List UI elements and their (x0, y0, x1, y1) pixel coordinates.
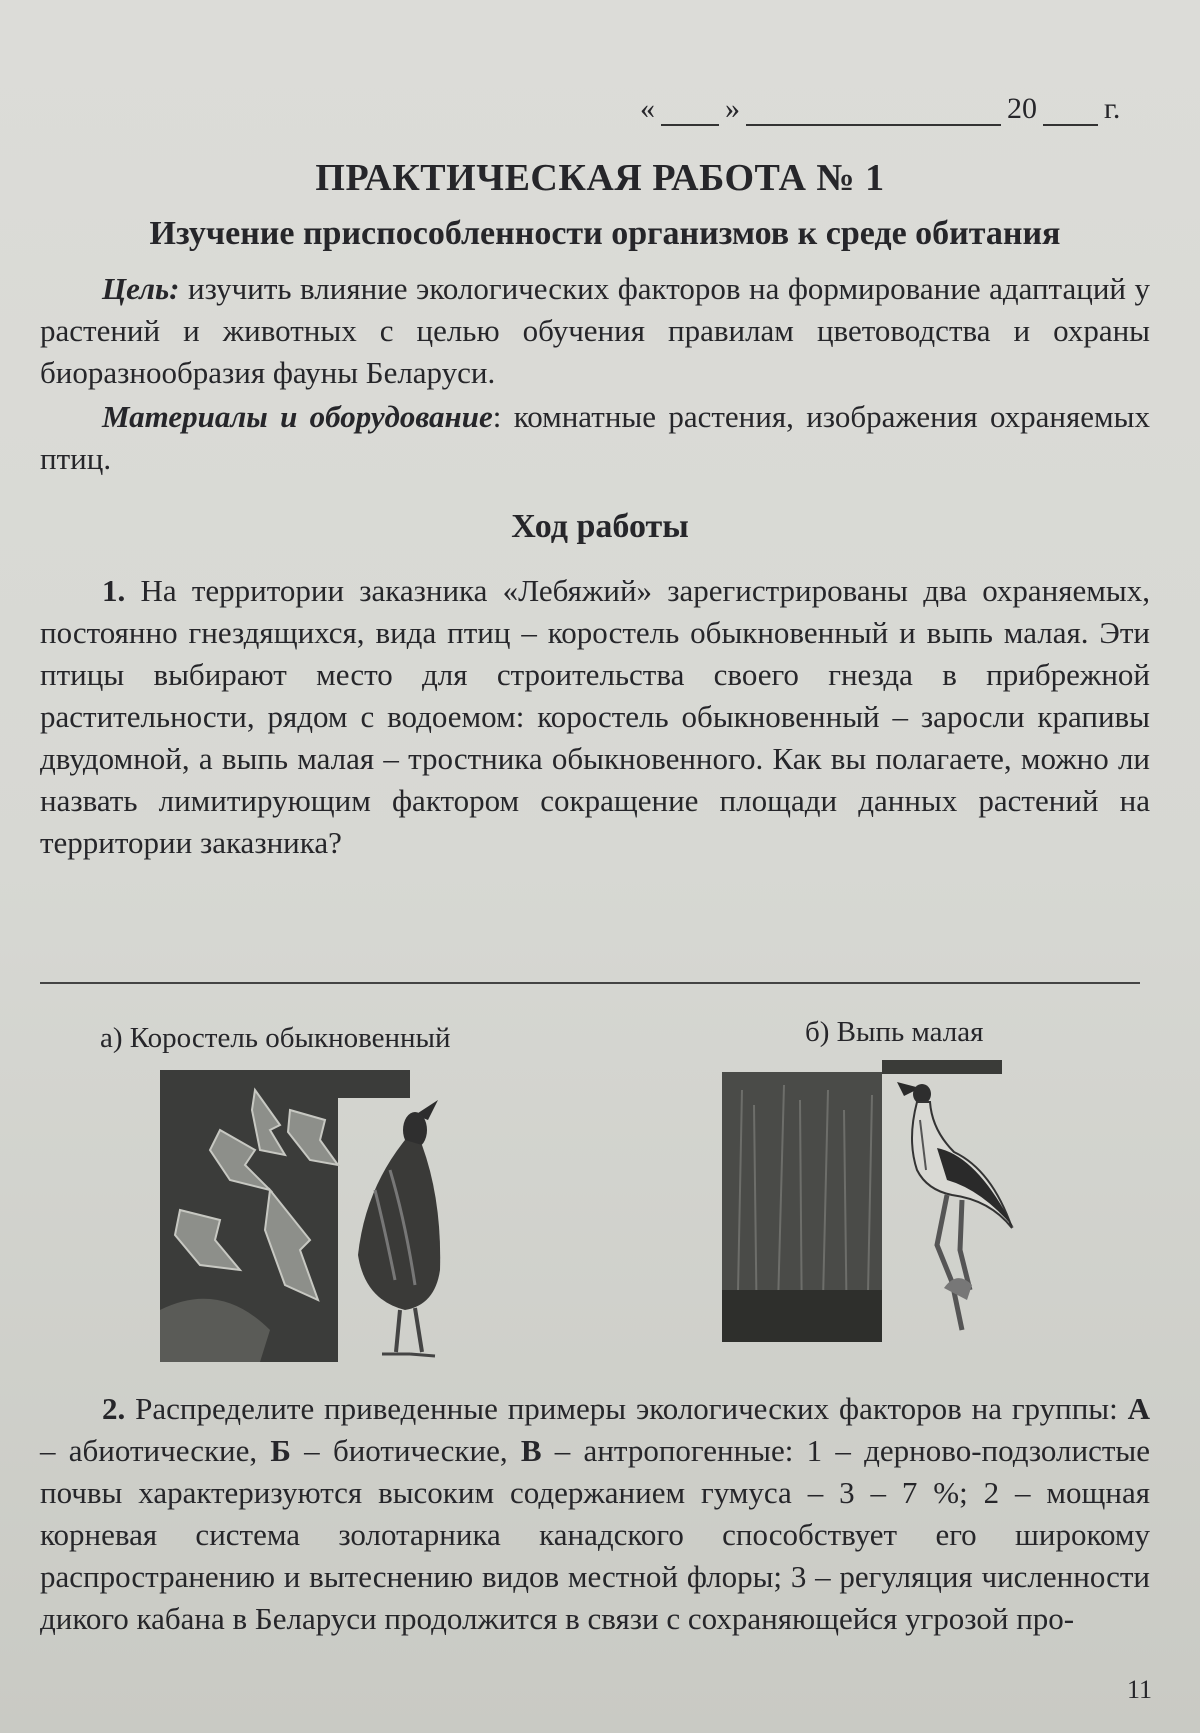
answer-line (40, 982, 1140, 984)
figure-b-caption: б) Выпь малая (805, 1016, 984, 1048)
materials-label: Материалы и оборудование (102, 399, 493, 434)
reeds-photo-top (882, 1060, 1002, 1074)
date-line (640, 86, 1140, 126)
figure-a-caption: а) Коростель обыкновенный (100, 1022, 451, 1054)
materials-paragraph (40, 396, 1150, 480)
figure-a-corncrake (160, 1070, 480, 1362)
nettle-photo-top (338, 1070, 410, 1098)
figure-b-bittern (722, 1060, 1040, 1342)
task2-number: 2. (102, 1391, 126, 1426)
group-b-label: Б (270, 1433, 291, 1468)
procedure-heading: Ход работы (511, 508, 689, 545)
goal-paragraph (40, 268, 1150, 394)
page-title: ПРАКТИЧЕСКАЯ РАБОТА № 1 (315, 157, 885, 199)
materials-text: комнатные растения, изображения охраняемых птиц. (40, 399, 1150, 476)
task1-text: На территории заказника «Лебяжий» зарегистрированы два охраняемых, постоянно гнездящихся, вида птиц – коростель обыкновенный и выпь малая. Эти птицы выбирают место для строительства своего гнезда в прибрежной растительности, рядом с водоемом: коростель обыкновенный – заросли крапивы двудомной, а выпь малая – тростника обыкновенного. Как вы полагаете, можно ли назвать лимитирующим фактором сокращение площади данных растений на территории заказника? (40, 573, 1150, 860)
year-suffix: г. (1104, 92, 1121, 125)
task2-text-intro: Распределите приведенные примеры экологических факторов на группы: (125, 1391, 1128, 1426)
task1-number: 1. (102, 573, 126, 608)
bittern-bird (897, 1082, 1014, 1330)
goal-text: изучить влияние экологических факторов на формирование адаптаций у растений и животных с целью обучения правилам цветоводства и охраны биоразнообразия фауны Беларуси. (40, 271, 1150, 390)
group-c-label: В (520, 1433, 542, 1468)
page-subtitle: Изучение приспособленности организмов к среде обитания (149, 215, 1061, 252)
goal-label: Цель: (102, 271, 180, 306)
page-number: 11 (1126, 1675, 1152, 1704)
date-close-quote: » (725, 92, 740, 125)
materials-colon: : (492, 399, 502, 434)
group-a-text: – абиотические, (40, 1433, 271, 1468)
date-open-quote: « (640, 92, 655, 125)
year-blank (1043, 96, 1098, 126)
task1-paragraph (40, 570, 1150, 864)
month-blank (746, 96, 1001, 126)
year-prefix: 20 (1007, 92, 1037, 125)
task2-paragraph (40, 1388, 1150, 1640)
group-b-text: – биотические, (290, 1433, 521, 1468)
group-a-label: А (1127, 1391, 1150, 1426)
group-c-text: – антропогенные: 1 – дерново-подзолистые почвы характеризуются высоким содержанием гумуса – 3 – 7 %; 2 – мощная корневая система золотарника канадского способствует его широкому распространению и вытеснению видов местной флоры; 3 – регуляция численности дикого кабана в Беларуси продолжится в связи с сохраняющейся угрозой про- (40, 1433, 1150, 1636)
water (722, 1290, 882, 1342)
corncrake-bird (358, 1100, 440, 1356)
day-blank (661, 96, 719, 126)
